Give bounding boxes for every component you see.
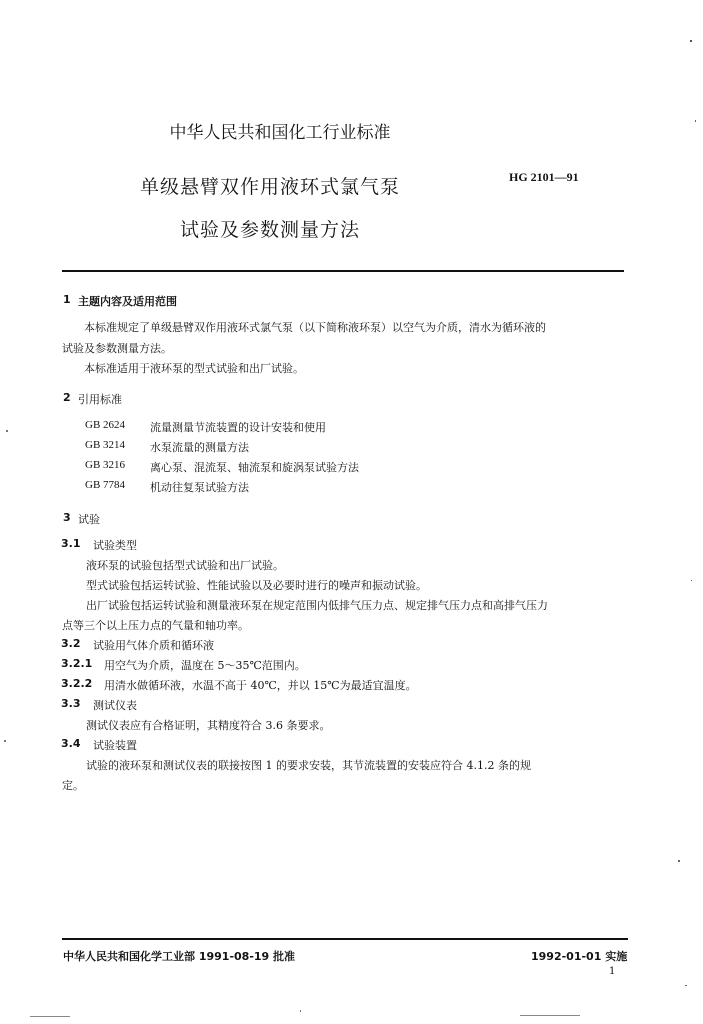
subsection-3-1-line-2: 型式试验包括运转试验、性能试验以及必要时进行的噪声和振动试验。 [86,579,427,592]
reference-title: 机动往复泵试验方法 [150,481,249,494]
subsection-3-4-line-1: 试验的液环泵和测试仪表的联接按图 1 的要求安装，其节流装置的安装应符合 4.1.2 条的规 [86,759,531,772]
section-2-number: 2 [63,391,71,404]
subsection-3-2-heading: 试验用气体介质和循环液 [93,639,214,652]
subsection-3-3-text: 测试仪表应有合格证明，其精度符合 3.6 条要求。 [86,719,331,732]
subsection-3-1-line-1: 液环泵的试验包括型式试验和出厂试验。 [86,559,284,572]
subsection-3-1-line-3: 出厂试验包括运转试验和测量液环泵在规定范围内低排气压力点、规定排气压力点和高排气压力 [86,599,548,612]
clause-3-2-2-text: 用清水做循环液，水温不高于 40℃，并以 15℃为最适宜温度。 [104,679,417,692]
clause-3-2-1-number: 3.2.1 [61,657,93,670]
reference-code: GB 2624 [85,419,126,431]
reference-code: GB 3214 [85,439,126,451]
standard-code: HG 2101—91 [509,170,579,184]
implementation-date: 1992-01-01 实施 [531,950,628,963]
reference-title: 离心泵、混流泵、轴流泵和旋涡泵试验方法 [150,461,359,474]
section-1-heading: 主题内容及适用范围 [78,295,177,308]
subsection-3-4-line-2: 定。 [62,779,84,792]
section-1-number: 1 [63,293,71,306]
reference-code: GB 3216 [85,459,126,471]
subsection-3-3-heading: 测试仪表 [93,699,137,712]
subsection-3-1-line-4: 点等三个以上压力点的气量和轴功率。 [62,619,249,632]
section-2-heading: 引用标准 [78,393,122,406]
page-number: 1 [609,966,616,977]
subsection-3-3-number: 3.3 [61,697,81,710]
section-1-para-1-line-1: 本标准规定了单级悬臂双作用液环式氯气泵（以下简称液环泵）以空气为介质，清水为循环液的 [84,321,546,334]
clause-3-2-1-text: 用空气为介质，温度在 5～35℃范围内。 [104,659,306,672]
subsection-3-1-number: 3.1 [61,537,81,550]
section-3-number: 3 [63,511,71,524]
reference-code: GB 7784 [85,479,126,491]
subsection-3-2-number: 3.2 [61,637,81,650]
section-1-para-1-line-2: 试验及参数测量方法。 [62,342,172,355]
reference-title: 流量测量节流装置的设计安装和使用 [150,421,326,434]
subsection-3-1-heading: 试验类型 [93,539,137,552]
approval-statement: 中华人民共和国化学工业部 1991-08-19 批准 [63,950,296,963]
standard-title-line-1: 单级悬臂双作用液环式氯气泵 [139,176,400,198]
section-3-heading: 试验 [78,513,100,526]
subsection-3-4-heading: 试验装置 [93,739,137,752]
section-1-para-2: 本标准适用于液环泵的型式试验和出厂试验。 [84,362,304,375]
subsection-3-4-number: 3.4 [61,737,81,750]
clause-3-2-2-number: 3.2.2 [61,677,93,690]
issuing-organization: 中华人民共和国化工行业标准 [169,123,391,143]
standard-title-line-2: 试验及参数测量方法 [179,219,360,241]
reference-title: 水泵流量的测量方法 [150,441,249,454]
